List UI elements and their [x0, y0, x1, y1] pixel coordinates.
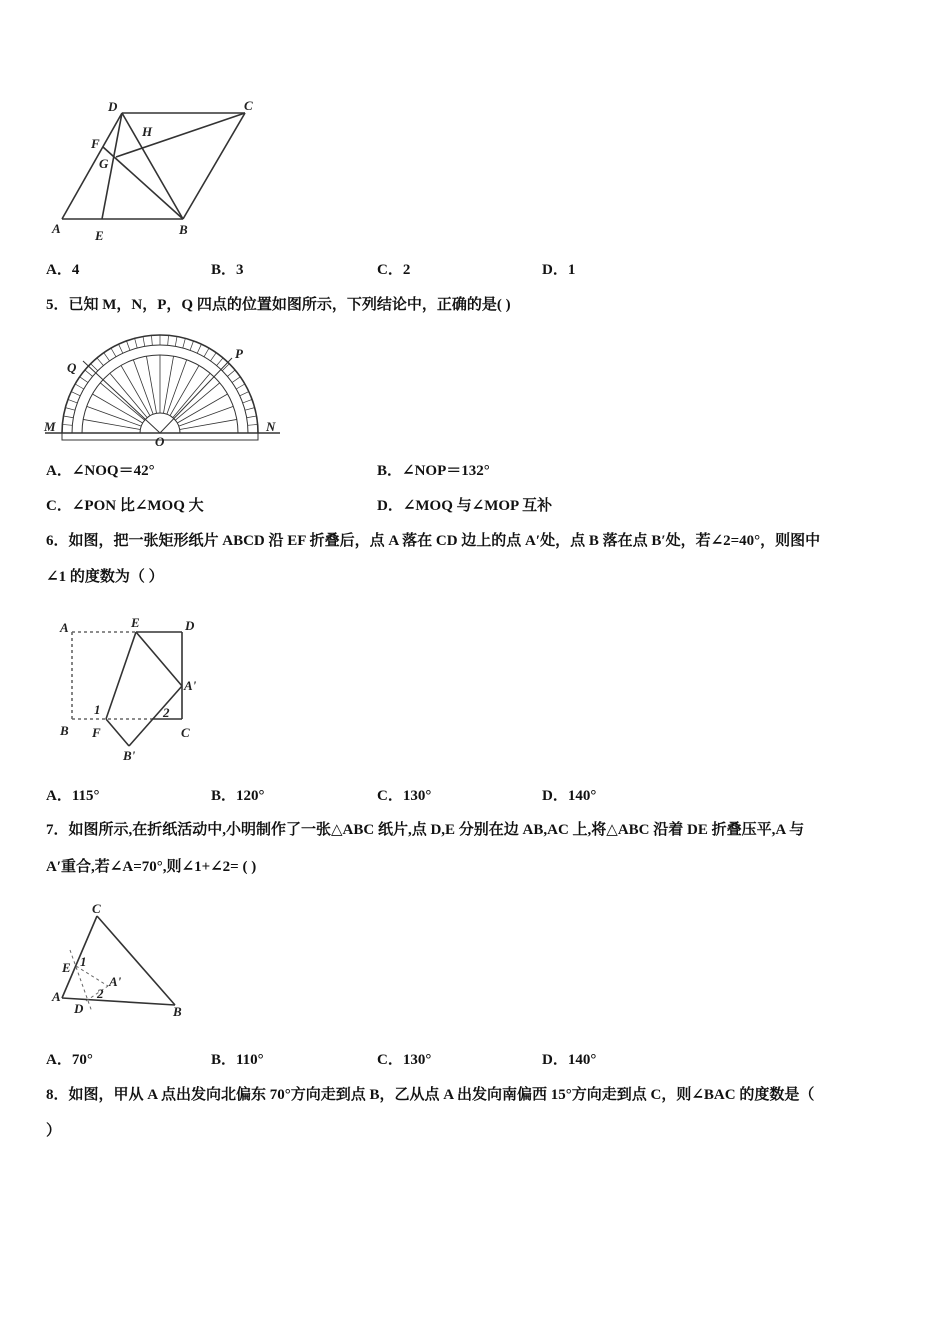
q4-option-b[interactable]: B．3	[211, 262, 244, 278]
svg-text:E: E	[131, 615, 140, 630]
svg-text:C: C	[92, 901, 101, 916]
svg-text:A: A	[52, 221, 61, 236]
svg-text:N: N	[266, 419, 276, 434]
svg-text:A': A'	[184, 678, 197, 693]
q4-option-d[interactable]: D．1	[542, 262, 576, 278]
q7-option-b[interactable]: B．110°	[211, 1052, 264, 1068]
q7-option-c[interactable]: C．130°	[377, 1052, 432, 1068]
q7-option-a[interactable]: A．70°	[46, 1052, 93, 1068]
svg-text:1: 1	[94, 702, 101, 717]
svg-text:2: 2	[97, 986, 104, 1001]
q7-stem-line2: A′重合,若∠A=70°,则∠1+∠2= ( )	[46, 859, 257, 875]
q5-option-b[interactable]: B．∠NOP＝132°	[377, 463, 490, 479]
svg-text:C: C	[181, 725, 190, 740]
q6-option-b[interactable]: B．120°	[211, 788, 265, 804]
svg-text:B: B	[179, 222, 188, 237]
q5-option-c[interactable]: C．∠PON 比∠MOQ 大	[46, 498, 204, 514]
q5-stem: 5．已知 M，N，P，Q 四点的位置如图所示，下列结论中，正确的是( )	[46, 297, 511, 313]
q4-option-a[interactable]: A．4	[46, 262, 80, 278]
q6-stem-line2: ∠1 的度数为（ ）	[46, 569, 164, 585]
svg-text:F: F	[92, 725, 101, 740]
svg-text:M: M	[44, 419, 56, 434]
q7-folded-triangle-figure	[0, 0, 300, 1030]
svg-text:C: C	[244, 98, 253, 113]
svg-text:B: B	[173, 1004, 182, 1019]
svg-text:A: A	[52, 989, 61, 1004]
q4-option-c[interactable]: C．2	[377, 262, 411, 278]
svg-text:B: B	[60, 723, 69, 738]
q6-stem-line1: 6．如图，把一张矩形纸片 ABCD 沿 EF 折叠后，点 A 落在 CD 边上的点 A′处，点 B 落在点 B′处，若∠2=40°，则图中	[46, 533, 821, 549]
q5-option-a[interactable]: A．∠NOQ＝42°	[46, 463, 155, 479]
q8-stem-line2: ）	[46, 1123, 62, 1139]
q7-option-d[interactable]: D．140°	[542, 1052, 597, 1068]
svg-text:2: 2	[163, 705, 170, 720]
q5-option-d[interactable]: D．∠MOQ 与∠MOP 互补	[377, 498, 553, 514]
svg-text:Q: Q	[67, 360, 77, 375]
svg-text:O: O	[155, 434, 165, 449]
svg-text:E: E	[62, 960, 71, 975]
svg-text:A': A'	[109, 974, 122, 989]
svg-text:D: D	[74, 1001, 84, 1016]
q6-option-a[interactable]: A．115°	[46, 788, 100, 804]
q6-option-c[interactable]: C．130°	[377, 788, 432, 804]
svg-text:1: 1	[80, 954, 87, 969]
svg-text:B': B'	[123, 748, 136, 763]
svg-text:A: A	[60, 620, 69, 635]
svg-text:P: P	[235, 346, 243, 361]
svg-text:E: E	[95, 228, 104, 243]
svg-text:H: H	[142, 124, 153, 139]
q6-option-d[interactable]: D．140°	[542, 788, 597, 804]
q8-stem-line1: 8．如图，甲从 A 点出发向北偏东 70°方向走到点 B，乙从点 A 出发向南偏西 15°方向走到点 C，则∠BAC 的度数是（	[46, 1087, 815, 1103]
svg-text:D: D	[185, 618, 195, 633]
svg-text:F: F	[91, 136, 100, 151]
q7-stem-line1: 7．如图所示,在折纸活动中,小明制作了一张△ABC 纸片,点 D,E 分别在边 AB,AC 上,将△ABC 沿着 DE 折叠压平,A 与	[46, 822, 805, 838]
svg-text:D: D	[108, 99, 118, 114]
svg-text:G: G	[99, 156, 109, 171]
